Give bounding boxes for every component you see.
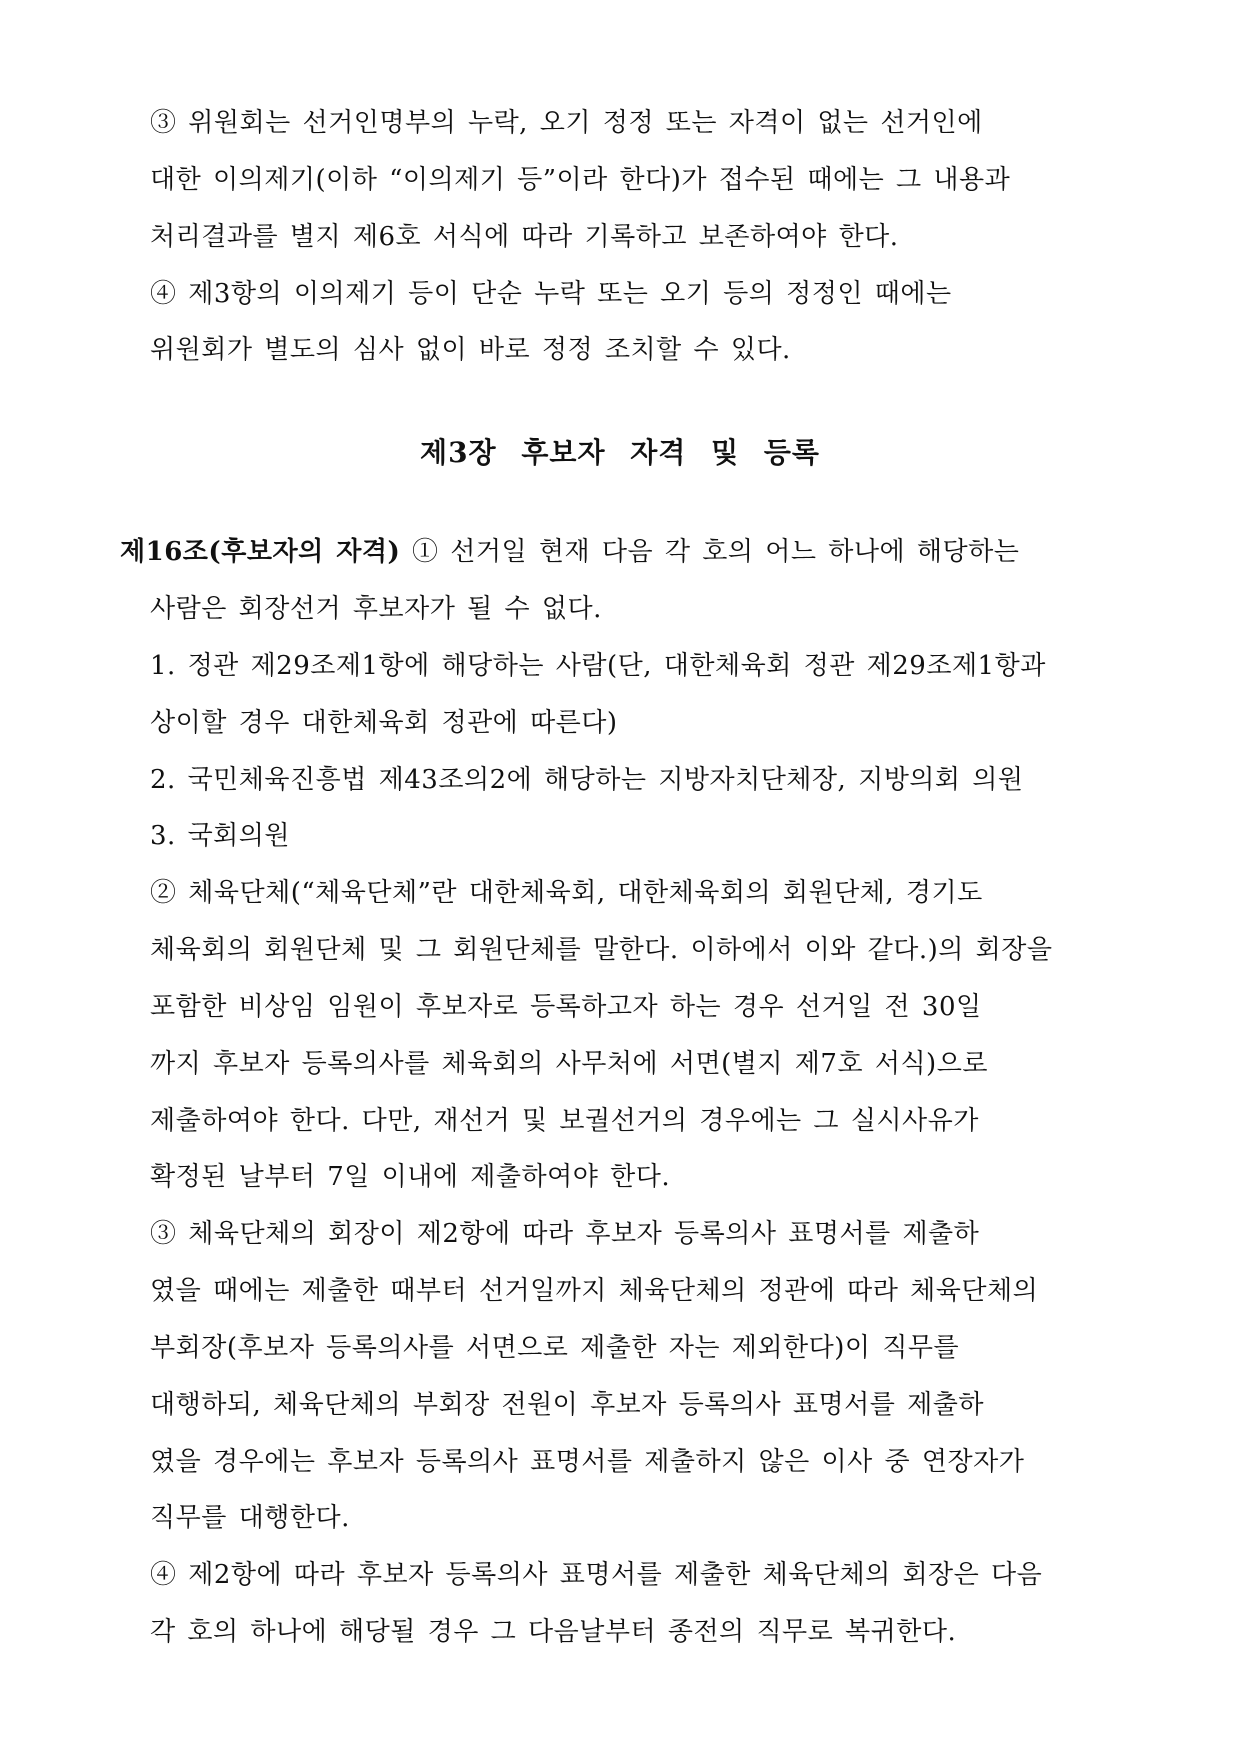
article-16-paragraph-4-line-2: 각 호의 하나에 해당될 경우 그 다음날부터 종전의 직무로 복귀한다. [150,1617,957,1647]
item-3: 3. 국회의원 [150,821,291,851]
paragraph-3-line-2: 대한 이의제기(이하 “이의제기 등”이라 한다)가 접수된 때에는 그 내용과 [150,165,1011,195]
paragraph-3-line-1: ③ 위원회는 선거인명부의 누락, 오기 정정 또는 자격이 없는 선거인에 [150,108,983,138]
article-16-paragraph-2-line-6: 확정된 날부터 7일 이내에 제출하여야 한다. [150,1162,671,1192]
article-16-paragraph-3-line-2: 였을 때에는 제출한 때부터 선거일까지 체육단체의 정관에 따라 체육단체의 [150,1276,1039,1306]
chapter-heading: 제3장 후보자 자격 및 등록 [420,436,820,469]
article-16-paragraph-2-line-2: 체육회의 회원단체 및 그 회원단체를 말한다. 이하에서 이와 같다.)의 회장을 [150,935,1053,965]
article-16-paragraph-3-line-6: 직무를 대행한다. [150,1503,350,1533]
article-16-paragraph-1-start: ① 선거일 현재 다음 각 호의 어느 하나에 해당하는 [400,537,1020,567]
paragraph-3-line-3: 처리결과를 별지 제6호 서식에 따라 기록하고 보존하여야 한다. [150,222,899,252]
article-16-title: 제16조(후보자의 자격) [120,537,401,567]
item-2: 2. 국민체육진흥법 제43조의2에 해당하는 지방자치단체장, 지방의회 의원 [150,765,1024,795]
article-16-paragraph-3-line-4: 대행하되, 체육단체의 부회장 전원이 후보자 등록의사 표명서를 제출하 [150,1390,984,1420]
paragraph-4-line-2: 위원회가 별도의 심사 없이 바로 정정 조치할 수 있다. [150,335,791,365]
article-16-paragraph-3-line-3: 부회장(후보자 등록의사를 서면으로 제출한 자는 제외한다)이 직무를 [150,1333,960,1363]
article-16-paragraph-2-line-3: 포함한 비상임 임원이 후보자로 등록하고자 하는 경우 선거일 전 30일 [150,992,982,1022]
article-16-paragraph-3-line-5: 였을 경우에는 후보자 등록의사 표명서를 제출하지 않은 이사 중 연장자가 [150,1447,1025,1477]
item-1-line-2: 상이할 경우 대한체육회 정관에 따른다) [150,708,618,738]
paragraph-4-line-1: ④ 제3항의 이의제기 등이 단순 누락 또는 오기 등의 정정인 때에는 [150,279,952,309]
article-16-paragraph-2-line-5: 제출하여야 한다. 다만, 재선거 및 보궐선거의 경우에는 그 실시사유가 [150,1106,979,1136]
article-16-first-line [120,535,1019,569]
article-16-paragraph-1-cont: 사람은 회장선거 후보자가 될 수 없다. [150,594,602,624]
article-16-paragraph-3-line-1: ③ 체육단체의 회장이 제2항에 따라 후보자 등록의사 표명서를 제출하 [150,1219,980,1249]
article-16-paragraph-2-line-4: 까지 후보자 등록의사를 체육회의 사무처에 서면(별지 제7호 서식)으로 [150,1049,988,1079]
article-16-paragraph-4-line-1: ④ 제2항에 따라 후보자 등록의사 표명서를 제출한 체육단체의 회장은 다음 [150,1560,1043,1590]
item-1-line-1: 1. 정관 제29조제1항에 해당하는 사람(단, 대한체육회 정관 제29조제1항과 [150,651,1046,681]
article-16-paragraph-2-line-1: ② 체육단체(“체육단체”란 대한체육회, 대한체육회의 회원단체, 경기도 [150,878,983,908]
